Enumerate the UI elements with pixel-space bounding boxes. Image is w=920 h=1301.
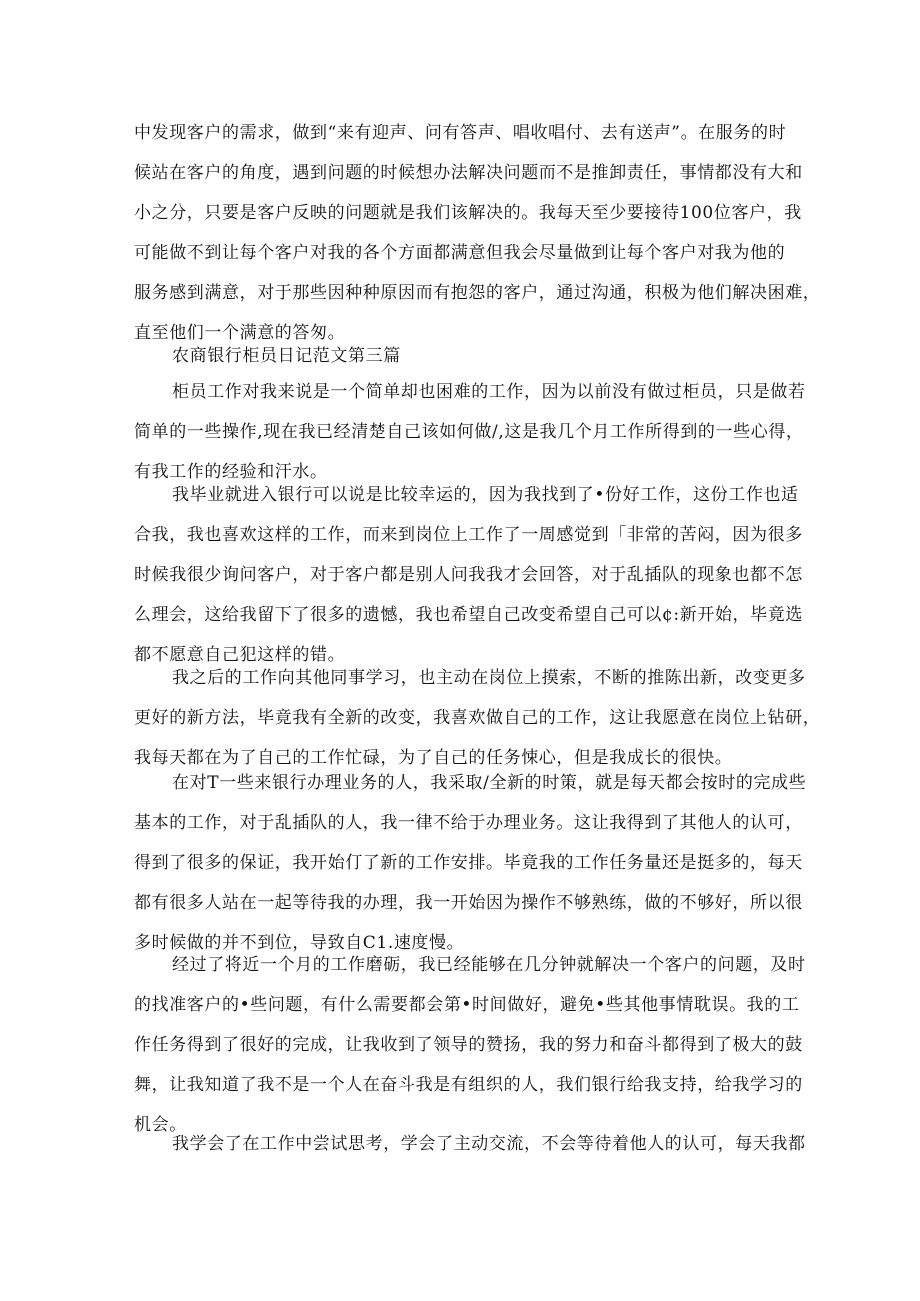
paragraph-line: 么理会，这给我留下了很多的遗憾，我也希望自己改变希望自己可以¢:新开始，毕竟选 [134, 605, 803, 625]
paragraph-line: 时候我很少询问客户，对于客户都是别人问我我才会回答，对于乱插队的现象也都不怎 [134, 565, 803, 585]
paragraph-line: 都有很多人站在一起等待我的办理，我一开始因为操作不够熟练，做的不够好，所以很 [134, 893, 803, 913]
paragraph-line: 服务感到满意，对于那些因种种原因而有抱怨的客户，通过沟通，积极为他们解决困难， [134, 283, 821, 303]
paragraph-line: 可能做不到让每个客户对我的各个方面都满意但我会尽量做到让每个客户对我为他的 [134, 243, 786, 263]
paragraph-service-continued [134, 113, 821, 353]
paragraph-line: 我毕业就进入银行可以说是比较幸运的，因为我找到了•份好工作，这份工作也适 [172, 485, 799, 505]
paragraph-line: 我之后的工作向其他同事学习，也主动在岗位上摸索，不断的推陈出新，改变更多 [172, 668, 806, 688]
paragraph-line: 简单的一些操作,现在我已经清楚自己该如何做/,这是我几个月工作所得到的一些心得， [134, 422, 804, 442]
paragraph-line: 作任务得到了很好的完成，让我收到了领导的赞扬，我的努力和奋斗都得到了极大的鼓 [134, 1035, 803, 1055]
paragraph-line: 我学会了在工作中尝试思考，学会了主动交流，不会等待着他人的认可，每天我都 [172, 1134, 806, 1154]
paragraph-line: 都不愿意自己犯这样的错。 [134, 645, 346, 665]
paragraph-early-work [134, 475, 803, 675]
paragraph-reflection [134, 1124, 806, 1164]
paragraph-line: 的找准客户的•些问题，有什么需要都会第•时间做好，避免•些其他事情耽误。我的工 [134, 995, 800, 1015]
section-heading-text: 农商银行柜员日记范文第三篇 [172, 346, 401, 366]
paragraph-intro [134, 372, 806, 492]
paragraph-line: 合我，我也喜欢这样的工作，而来到岗位上工作了一周感觉到「非常的苦闷，因为很多 [134, 525, 803, 545]
paragraph-line: 直至他们一个满意的答匆。 [134, 323, 346, 343]
paragraph-line: 多时候做的并不到位，导致自C1.速度慢。 [134, 933, 465, 953]
paragraph-learning [134, 658, 821, 778]
paragraph-line: 中发现客户的需求，做到“来有迎声、问有答声、唱收唱付、去有送声”。在服务的时 [134, 123, 787, 143]
section-heading [172, 336, 824, 376]
paragraph-line: 小之分，只要是客户反映的问题就是我们该解决的。我每天至少要接待100位客户，我 [134, 203, 802, 223]
paragraph-line: 我每天都在为了自己的工作忙碌，为了自己的任务悚心，但是我成长的很快。 [134, 748, 733, 768]
paragraph-line: 得到了很多的保证，我开始仃了新的工作安排。毕竟我的工作任务量还是挺多的，每天 [134, 853, 803, 873]
paragraph-line: 更好的新方法，毕竟我有全新的改变，我喜欢做自己的工作，这让我愿意在岗位上钻研， [134, 708, 821, 728]
paragraph-line: 候站在客户的角度，遇到问题的时候想办法解决问题而不是推卸责任，事情都没有大和 [134, 163, 803, 183]
paragraph-line: 有我工作的经验和汗水。 [134, 462, 328, 482]
paragraph-line: 基本的工作，对于乱插队的人，我一律不给于办理业务。这让我得到了其他人的认可， [134, 813, 803, 833]
paragraph-new-policy [134, 763, 807, 963]
paragraph-progress [134, 945, 806, 1145]
paragraph-line: 柜员工作对我来说是一个简单却也困难的工作，因为以前没有做过柜员，只是做若 [172, 382, 806, 402]
paragraph-line: 机会。 [134, 1115, 187, 1135]
paragraph-line: 舞，让我知道了我不是一个人在奋斗我是有组织的人，我们银行给我支持，给我学习的 [134, 1075, 803, 1095]
paragraph-line: 经过了将近一个月的工作磨砺，我已经能够在几分钟就解决一个客户的问题，及时 [172, 955, 806, 975]
paragraph-line: 在对T一些来银行办理业务的人，我采取/全新的时策，就是每天都会按时的完成些 [172, 773, 807, 793]
